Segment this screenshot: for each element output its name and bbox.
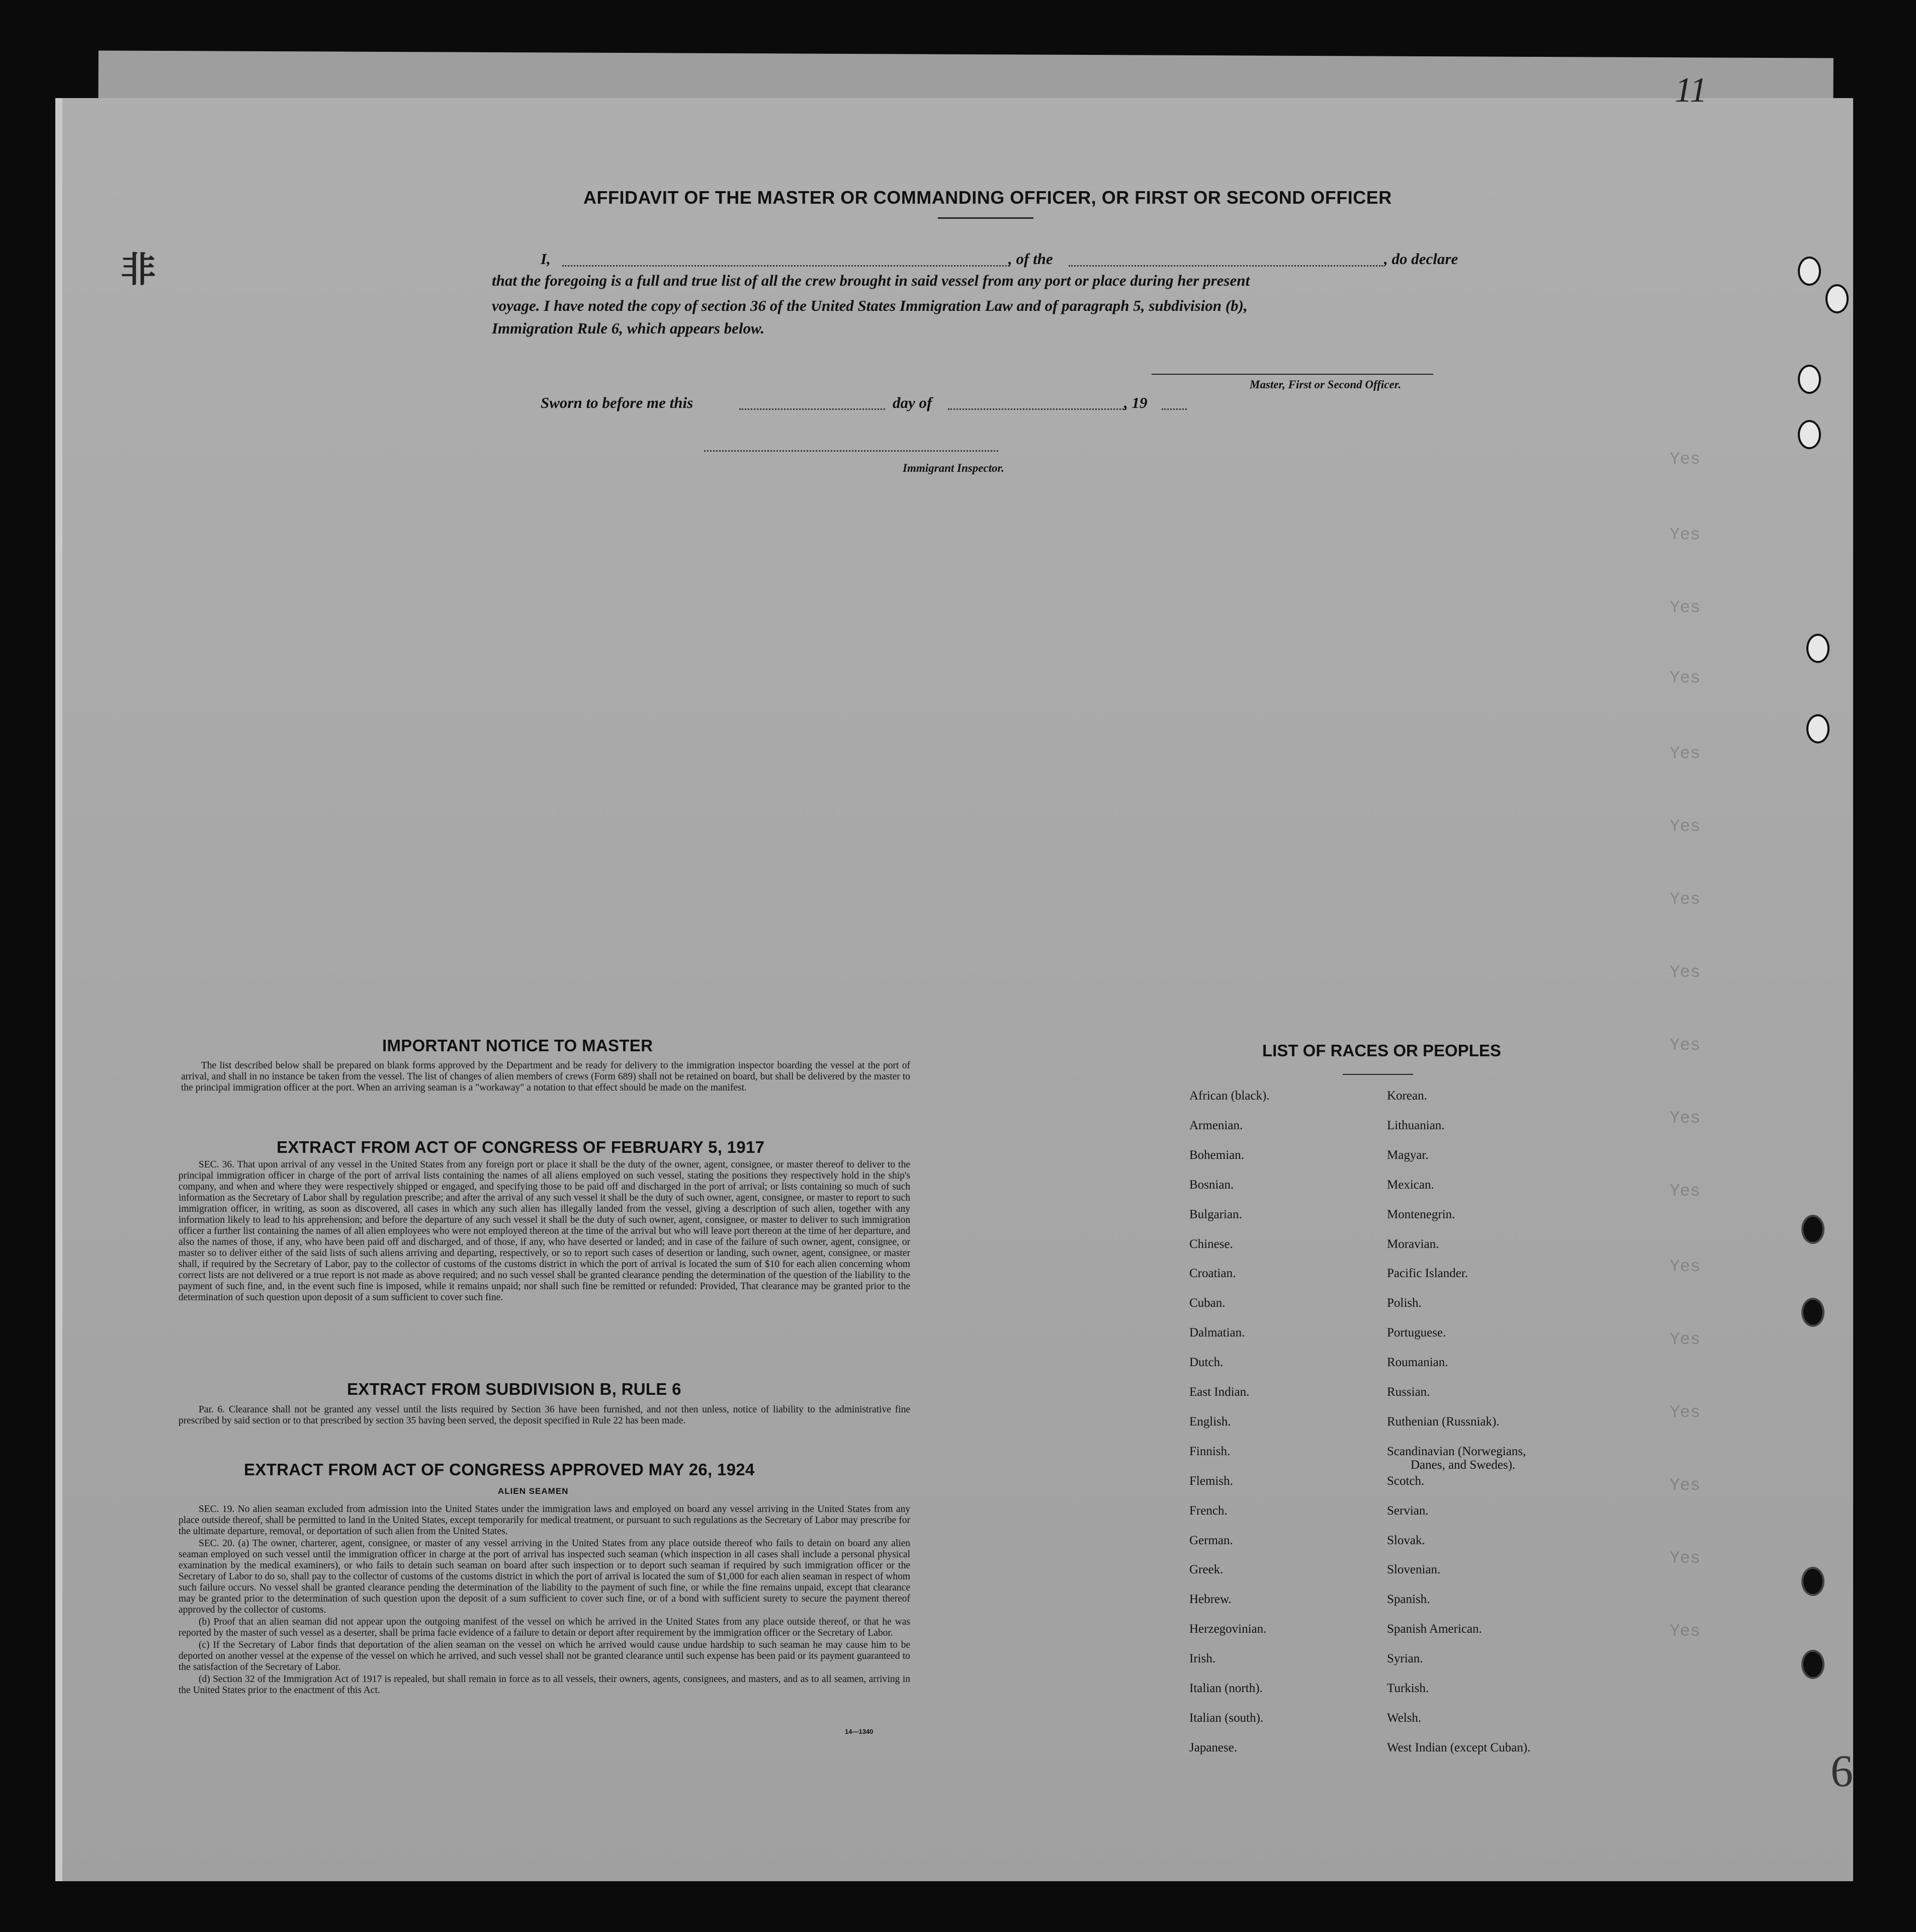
bleed-through: Yes: [1670, 1182, 1701, 1201]
race-item: Scotch.: [1387, 1474, 1425, 1488]
title-underline: [938, 217, 1033, 219]
punch-hole: [1798, 257, 1821, 286]
race-item: Turkish.: [1387, 1682, 1429, 1695]
race-item: Portuguese.: [1387, 1326, 1446, 1340]
affidavit-title: AFFIDAVIT OF THE MASTER OR COMMANDING OFFICER, OR FIRST OR SECOND OFFICER: [583, 187, 1392, 208]
race-item: Irish.: [1189, 1652, 1216, 1666]
bleed-through: Yes: [1670, 1549, 1701, 1568]
race-item: Slovenian.: [1387, 1563, 1441, 1577]
corner-page-mark: 11: [1675, 71, 1707, 110]
day-blank[interactable]: [739, 408, 885, 410]
margin-stamp: ⾮: [121, 251, 156, 290]
race-item: Bohemian.: [1189, 1148, 1245, 1162]
affidavit-i-label: I,: [541, 250, 551, 268]
race-item: Pacific Islander.: [1387, 1267, 1468, 1281]
race-item: Cuban.: [1189, 1296, 1226, 1310]
form-code: 14—1340: [845, 1728, 874, 1735]
race-item: Dalmatian.: [1189, 1326, 1245, 1340]
race-item: Italian (south).: [1189, 1711, 1264, 1725]
race-item: Dutch.: [1189, 1356, 1224, 1370]
punch-hole: [1801, 1215, 1824, 1244]
bleed-through: Yes: [1670, 669, 1701, 688]
race-item: Ruthenian (Russniak).: [1387, 1414, 1500, 1429]
signature-line[interactable]: [1152, 374, 1433, 375]
race-item: Hebrew.: [1189, 1592, 1232, 1607]
signature-caption: Master, First or Second Officer.: [1250, 378, 1402, 391]
bleed-through: Yes: [1670, 1257, 1701, 1277]
bleed-through: Yes: [1670, 744, 1701, 764]
inspector-signature-line[interactable]: [704, 450, 998, 452]
bleed-through: Yes: [1670, 1476, 1701, 1495]
extract-1917-title: EXTRACT FROM ACT OF CONGRESS OF FEBRUARY 5, 1917: [277, 1138, 765, 1156]
race-item: Scandinavian (Norwegians,: [1387, 1444, 1526, 1458]
punch-hole: [1798, 420, 1821, 449]
race-item: Chinese.: [1189, 1237, 1233, 1251]
vessel-blank[interactable]: [1069, 265, 1383, 267]
year-blank[interactable]: [1162, 408, 1187, 410]
race-item: Russian.: [1387, 1385, 1430, 1399]
bleed-through: Yes: [1670, 1330, 1701, 1350]
bleed-through: Yes: [1670, 526, 1701, 545]
page-number-mark: 6: [1831, 1746, 1853, 1796]
bleed-through: Yes: [1670, 1036, 1701, 1055]
extract-1924-body: SEC. 19. No alien seaman excluded from admission into the United States under the immigration laws and employed on board any vessel arriving in the United States from any place outside thereof, shall be permitted to land in the United States, except temporarily for medical treatment, or pursuant to such regulations as the Secretary of Labor may prescribe for the ultimate departure, removal, or deportation of such alien from the United States. SEC. 20. (a) The owner, charterer, agent, consignee, or master of any vessel arriving in the United States from any place outside thereof who fails to detain on board any alien seaman employed on such vessel until the immigration officer in charge at the port of arrival has inspected such seaman (which inspection in all cases shall include a personal physical examination by the medical examiners), or who fails to detain such seaman on board after such inspection or to deport such seaman if required by such immigration officer or the Secretary of Labor to do so, shall pay to the collector of customs of the customs district in which the port of arrival is located the sum of $1,000 for each alien seaman in respect of whom such failure occurs. No vessel shall be granted clearance pending the determination of the liability to the payment of such fine, or while the fine remains unpaid, except that clearance may be granted prior to the determination of such question upon the deposit of a sum sufficient to cover such fine, or of a bond with sufficient surety to secure the payment thereof approved by the collector of customs. (b) Proof that an alien seaman did not appear upon the outgoing manifest of the vessel on which he arrived in the United States from any place outside thereof, or that he was reported by the master of such vessel as a deserter, shall be prima facie evidence of a failure to detain or deport after requirement by the immigration officer or the Secretary of Labor. (c) If the Secretary of Labor finds that deportation of the alien seaman on the vessel on which he arrived would cause undue hardship to such seaman he may cause him to be deported on another vessel at the expense of the vessel on which he arrived, and such vessel shall not be granted clearance until such expense has been paid or its payment guaranteed to the satisfaction of the Secretary of Labor. (d) Section 32 of the Immigration Act of 1917 is repealed, but shall remain in force as to all vessels, their owners, agents, consignees, and masters, and as to all seamen, arriving in the United States prior to the enactment of this Act.: [179, 1504, 910, 1696]
extract-1924-title: EXTRACT FROM ACT OF CONGRESS APPROVED MAY 26, 1924: [244, 1460, 755, 1479]
race-item: West Indian (except Cuban).: [1387, 1740, 1531, 1754]
race-item: Mexican.: [1387, 1178, 1434, 1192]
race-item: Korean.: [1387, 1089, 1427, 1103]
race-item: German.: [1189, 1533, 1233, 1547]
race-item: Spanish American.: [1387, 1622, 1482, 1636]
bleed-through: Yes: [1670, 817, 1701, 836]
punch-hole: [1806, 634, 1830, 663]
bleed-through: Yes: [1670, 890, 1701, 909]
punch-hole: [1798, 365, 1821, 394]
race-item: Roumanian.: [1387, 1356, 1448, 1370]
race-item: Japanese.: [1189, 1740, 1238, 1754]
race-item: Magyar.: [1387, 1148, 1429, 1162]
extract-1924-subtitle: ALIEN SEAMEN: [498, 1486, 569, 1496]
notice-title: IMPORTANT NOTICE TO MASTER: [382, 1036, 653, 1055]
race-item: Moravian.: [1387, 1237, 1439, 1251]
race-item: Italian (north).: [1189, 1682, 1263, 1695]
affidavit-line-3: Immigration Rule 6, which appears below.: [492, 319, 765, 337]
race-item: East Indian.: [1189, 1385, 1250, 1399]
bleed-through: Yes: [1670, 963, 1701, 982]
notice-body: The list described below shall be prepared on blank forms approved by the Department and be ready for delivery to the immigration inspector boarding the vessel at the port of arrival, and shall in no instance be taken from the vessel. The list of changes of alien members of crews (Form 689) shall not be retained on board, but shall be delivered by the master to the principal immigration officer at the port. When an arriving seaman is a "workaway" a notation to that effect should be made on the manifest.: [181, 1060, 910, 1093]
punch-hole: [1801, 1298, 1824, 1327]
race-item: Slovak.: [1387, 1533, 1425, 1547]
extract-rule6-body: Par. 6. Clearance shall not be granted any vessel until the lists required by Section 36 have been furnished, and not then unless, notice of liability to the administrative fine prescribed by said section or to that prescribed by section 35 having been served, the deposit specified in Rule 22 has been made.: [179, 1404, 910, 1426]
race-item: Croatian.: [1189, 1267, 1236, 1281]
race-item: Polish.: [1387, 1296, 1422, 1310]
bleed-through: Yes: [1670, 1109, 1701, 1128]
races-title-underline: [1343, 1074, 1413, 1075]
race-item: French.: [1189, 1503, 1228, 1518]
race-item: Syrian.: [1387, 1652, 1423, 1666]
affidavit-declare-label: , do declare: [1384, 250, 1458, 268]
affidavit-line-1: that the foregoing is a full and true list of all the crew brought in said vessel from any port or place during her present: [492, 272, 1250, 289]
punch-hole: [1825, 284, 1849, 313]
race-item: Herzegovinian.: [1189, 1622, 1267, 1636]
page-edge: [55, 98, 62, 1881]
race-item: Greek.: [1189, 1563, 1224, 1577]
race-item: Lithuanian.: [1387, 1118, 1445, 1132]
race-item: African (black).: [1189, 1089, 1270, 1103]
races-title: LIST OF RACES OR PEOPLES: [1262, 1041, 1501, 1060]
bleed-through: Yes: [1670, 1403, 1701, 1422]
month-blank[interactable]: [948, 408, 1126, 410]
race-item: Montenegrin.: [1387, 1207, 1455, 1221]
extract-rule6-title: EXTRACT FROM SUBDIVISION B, RULE 6: [347, 1380, 681, 1398]
bleed-through: Yes: [1670, 450, 1701, 469]
punch-hole: [1801, 1650, 1824, 1679]
race-item: Bulgarian.: [1189, 1207, 1242, 1221]
affidavit-of-the-label: , of the: [1008, 250, 1053, 268]
race-item: Flemish.: [1189, 1474, 1233, 1488]
day-of-label: day of: [893, 394, 932, 411]
extract-1917-body: SEC. 36. That upon arrival of any vessel in the United States from any foreign port or place it shall be the duty of the owner, agent, consignee, or master thereof to deliver to the principal immigration officer in charge of the port of arrival lists containing the names of all aliens employed on such vessel, stating the positions they respectively hold in the ship's company, and when and where they were respectively shipped or engaged, and specifying those to be paid off and discharged in the port of arrival; or lists containing so much of such information as the Secretary of Labor shall by regulation prescribe; and after the arrival of any such vessel it shall be the duty of such owner, agent, consignee, or master to report to such immigration officer, in writing, as soon as discovered, all cases in which any such alien has illegally landed from the vessel, giving a description of such alien, together with any information likely to lead to his apprehension; and before the departure of any such vessel it shall be the duty of such owner, agent, consignee, or master to deliver to such immigration officer a further list containing the names of all alien employees who were not employed thereon at the time of the arrival but who will leave port thereon at the time of her departure, and also the names of those, if any, who have been paid off and discharged, and of those, if any, who have deserted or landed; and in case of the failure of such owner, agent, consignee, or master so to deliver either of the said lists of such aliens arriving and departing, respectively, or so to report such cases of desertion or landing, such owner, agent, consignee, or master shall, if required by the Secretary of Labor, pay to the collector of customs of the customs district in which the port of arrival is located the sum of $10 for each alien concerning whom correct lists are not delivered or a true report is not made as above required; and no such vessel shall be granted clearance pending the determination of the question of the liability to the payment of such fine, and, in the event such fine is imposed, while it remains unpaid; nor shall such fine be remitted or refunded: Provided, That clearance may be granted prior to the determination of such question upon deposit of a sum sufficient to cover such fine.: [179, 1159, 910, 1303]
race-item: Welsh.: [1387, 1711, 1422, 1725]
bleed-through: Yes: [1670, 1622, 1701, 1641]
race-item: Finnish.: [1189, 1444, 1231, 1458]
race-item: English.: [1189, 1414, 1231, 1429]
name-blank[interactable]: [562, 265, 1010, 267]
race-item: Bosnian.: [1189, 1178, 1234, 1192]
race-item: Servian.: [1387, 1503, 1429, 1518]
punch-hole: [1801, 1567, 1824, 1596]
race-item: Danes, and Swedes).: [1411, 1458, 1516, 1472]
bleed-through: Yes: [1670, 599, 1701, 618]
sworn-label: Sworn to before me this: [541, 394, 693, 411]
race-item: Spanish.: [1387, 1592, 1430, 1607]
punch-hole: [1806, 714, 1830, 743]
race-item: Armenian.: [1189, 1118, 1243, 1132]
year-label: , 19: [1124, 394, 1148, 411]
inspector-caption: Immigrant Inspector.: [903, 462, 1004, 474]
affidavit-line-2: voyage. I have noted the copy of section 36 of the United States Immigration Law and of paragraph 5, subdivision (b),: [492, 297, 1248, 314]
